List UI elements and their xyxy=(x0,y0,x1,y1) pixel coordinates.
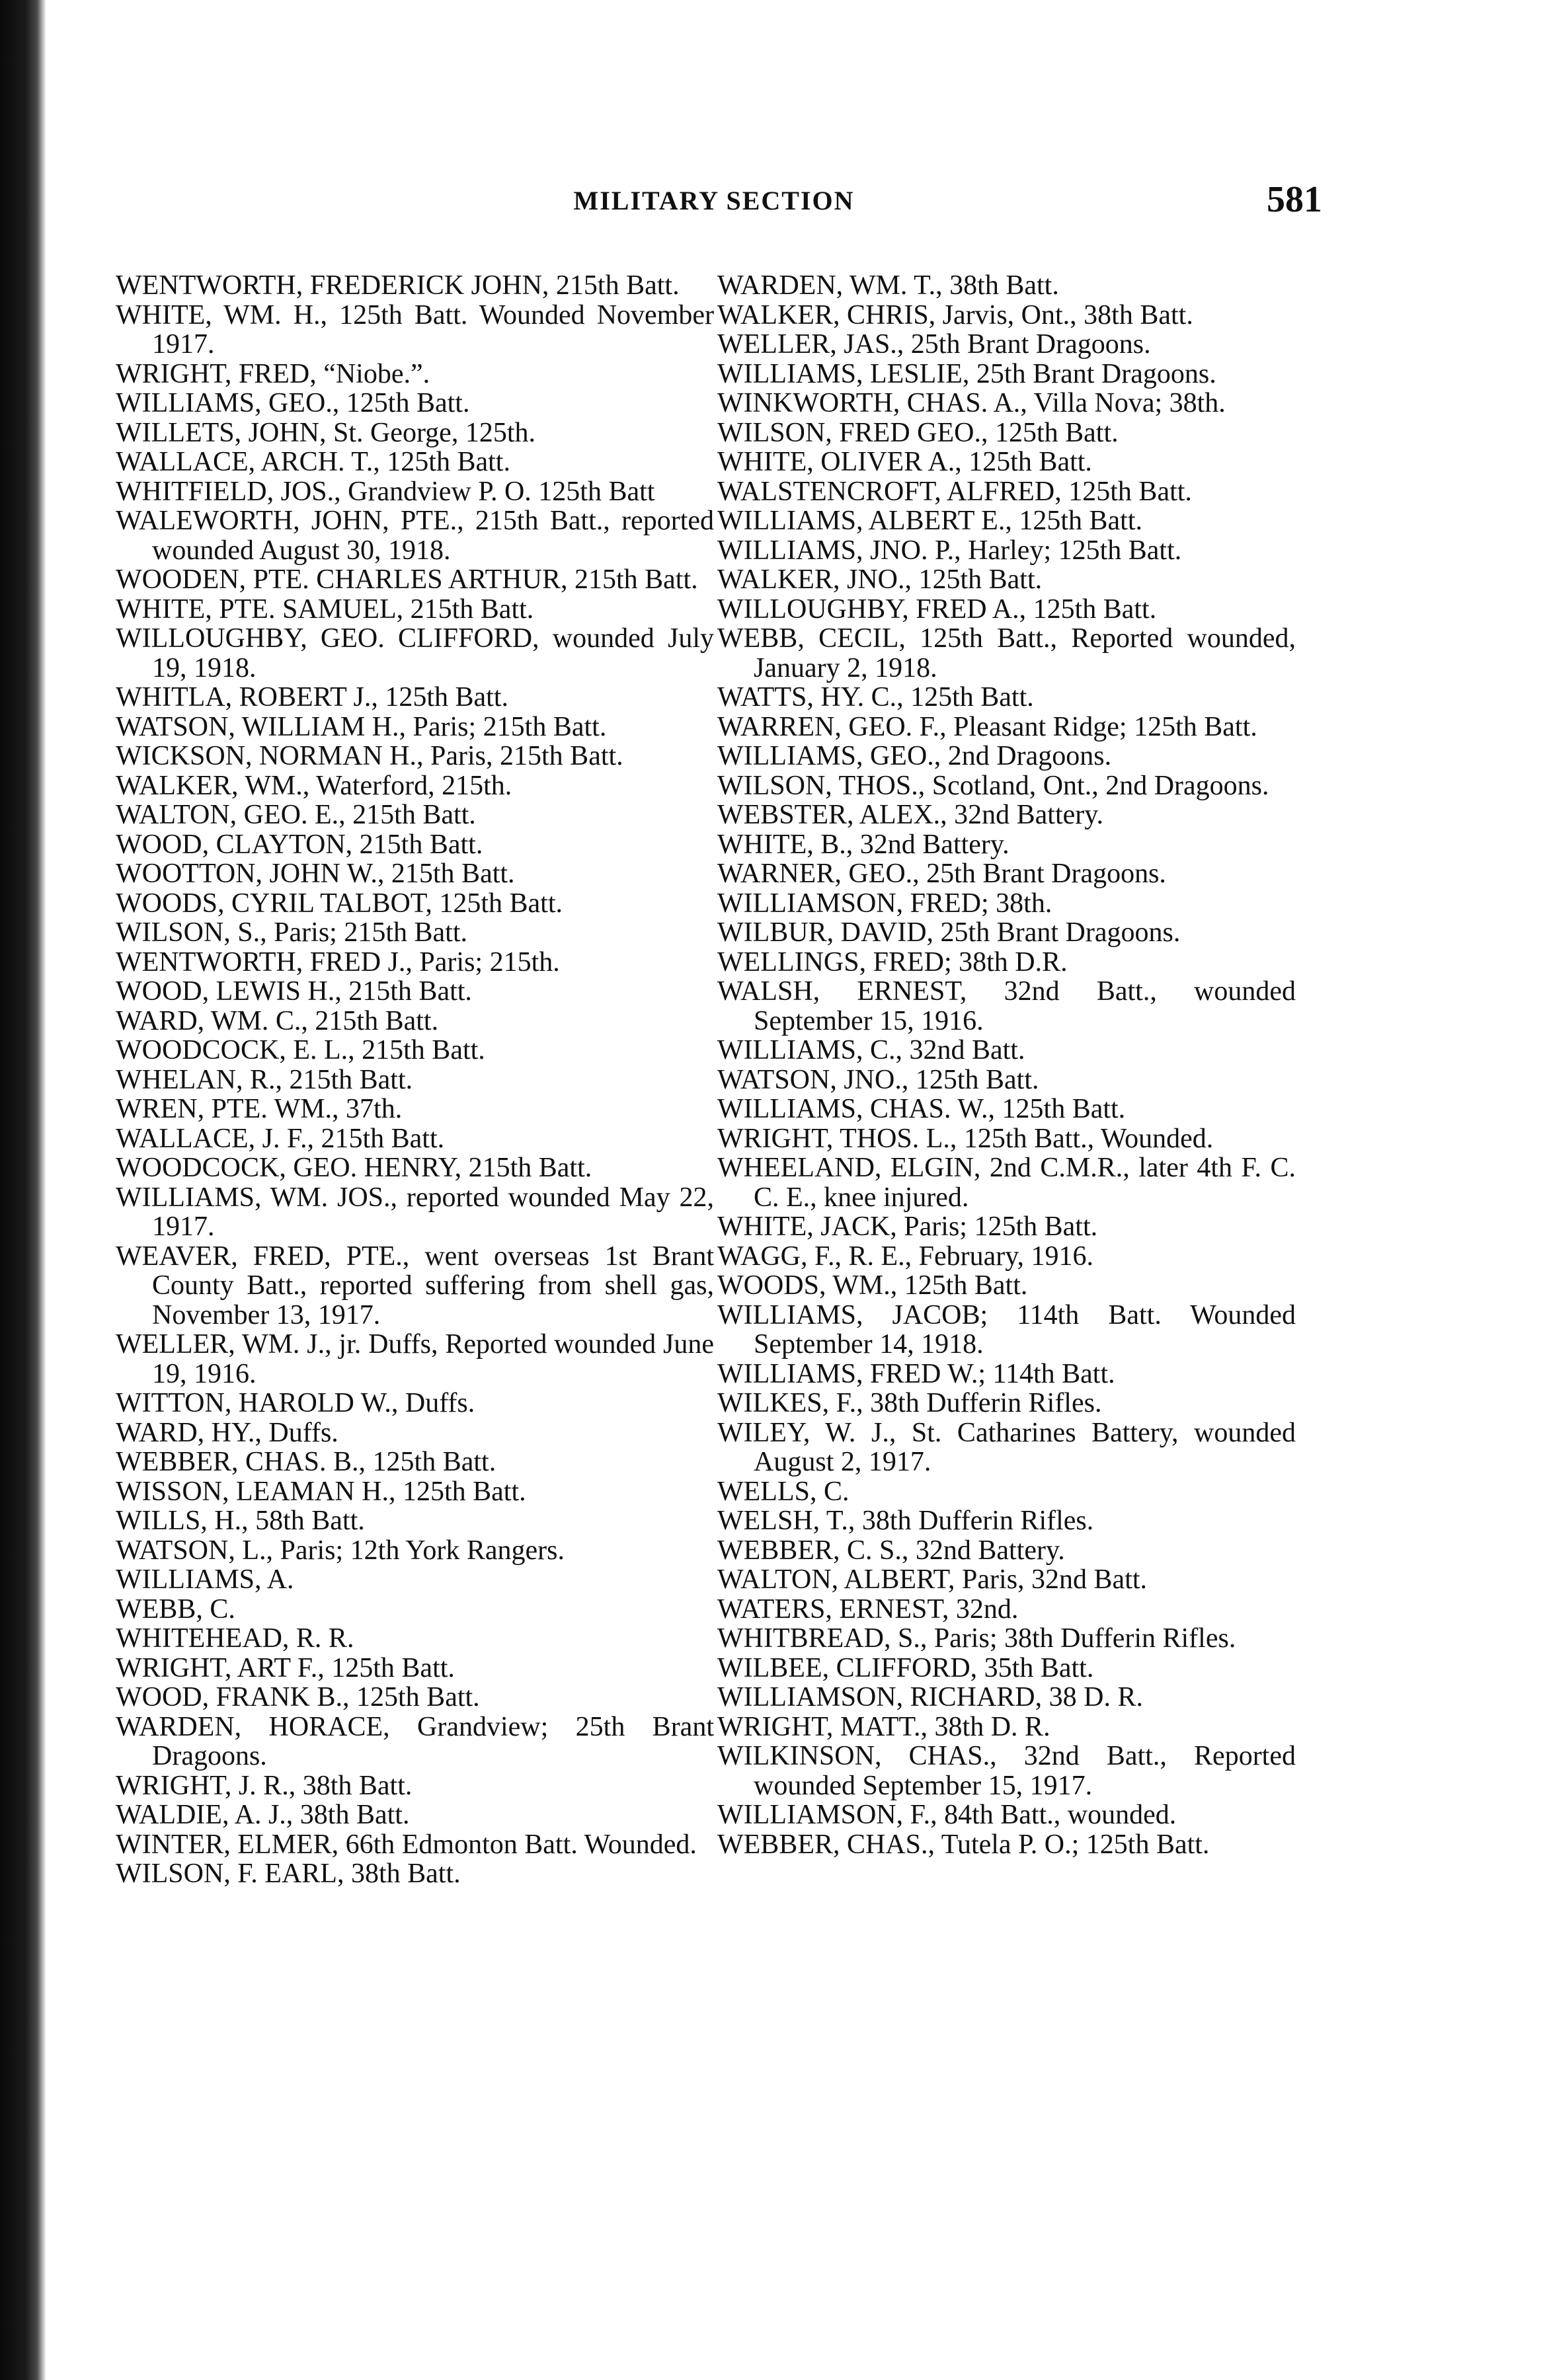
roster-entry: WEBBER, CHAS., Tutela P. O.; 125th Batt. xyxy=(717,1829,1210,1860)
roster-entry: WILLETS, JOHN, St. George, 125th. xyxy=(116,417,535,448)
roster-entry: WOODS, WM., 125th Batt. xyxy=(717,1270,1028,1301)
roster-entry: WILLIAMS, FRED W.; 114th Batt. xyxy=(717,1358,1115,1389)
roster-entry: WINKWORTH, CHAS. A., Villa Nova; 38th. xyxy=(717,388,1226,418)
roster-entry: WARREN, GEO. F., Pleasant Ridge; 125th Batt. xyxy=(717,711,1257,742)
roster-entry: WHITE, B., 32nd Battery. xyxy=(717,829,1009,860)
roster-entry: WALTON, ALBERT, Paris, 32nd Batt. xyxy=(717,1564,1148,1595)
roster-entry: WOODEN, PTE. CHARLES ARTHUR, 215th Batt. xyxy=(116,564,698,595)
roster-entry: WHITE, WM. H., 125th Batt. Wounded November 1917. xyxy=(116,299,714,360)
roster-entry: WILLIAMS, CHAS. W., 125th Batt. xyxy=(717,1094,1126,1124)
page-binding-edge xyxy=(0,0,46,2380)
roster-entry: WEBB, CECIL, 125th Batt., Reported wounded, January 2, 1918. xyxy=(717,623,1296,683)
roster-entry: WARDEN, WM. T., 38th Batt. xyxy=(717,270,1059,301)
roster-entry: WEBBER, CHAS. B., 125th Batt. xyxy=(116,1447,496,1477)
roster-entry: WILLS, H., 58th Batt. xyxy=(116,1506,365,1536)
section-title: MILITARY SECTION xyxy=(573,186,855,215)
roster-entry: WARDEN, HORACE, Grandview; 25th Brant Dragoons. xyxy=(116,1711,714,1771)
roster-entry: WALKER, CHRIS, Jarvis, Ont., 38th Batt. xyxy=(717,299,1193,330)
roster-entry: WILLIAMS, GEO., 125th Batt. xyxy=(116,388,470,418)
roster-entry: WELSH, T., 38th Dufferin Rifles. xyxy=(717,1506,1094,1536)
roster-entry: WALKER, WM., Waterford, 215th. xyxy=(116,770,512,801)
roster-entry: WILSON, F. EARL, 38th Batt. xyxy=(116,1859,461,1889)
roster-entry: WILLIAMS, JNO. P., Harley; 125th Batt. xyxy=(717,535,1182,566)
roster-entry: WALDIE, A. J., 38th Batt. xyxy=(116,1800,410,1830)
roster-entry: WILLIAMS, GEO., 2nd Dragoons. xyxy=(717,741,1112,771)
roster-entry: WOOD, LEWIS H., 215th Batt. xyxy=(116,976,472,1007)
roster-entry: WARD, HY., Duffs. xyxy=(116,1417,338,1448)
roster-entry: WITTON, HAROLD W., Duffs. xyxy=(116,1388,475,1418)
roster-entry: WOODCOCK, GEO. HENRY, 215th Batt. xyxy=(116,1153,592,1183)
roster-entry: WILSON, FRED GEO., 125th Batt. xyxy=(717,417,1119,448)
roster-entry: WALEWORTH, JOHN, PTE., 215th Batt., reported wounded August 30, 1918. xyxy=(116,506,714,566)
roster-entry: WALLACE, ARCH. T., 125th Batt. xyxy=(116,447,510,477)
roster-entry: WICKSON, NORMAN H., Paris, 215th Batt. xyxy=(116,741,623,771)
right-column xyxy=(717,271,1296,1859)
roster-entry: WILLIAMSON, RICHARD, 38 D. R. xyxy=(717,1682,1143,1712)
roster-entry: WATSON, JNO., 125th Batt. xyxy=(717,1064,1039,1095)
roster-entry: WOODS, CYRIL TALBOT, 125th Batt. xyxy=(116,888,563,919)
roster-entry: WAGG, F., R. E., February, 1916. xyxy=(717,1241,1094,1272)
page-header xyxy=(0,178,1543,231)
roster-entry: WATSON, WILLIAM H., Paris; 215th Batt. xyxy=(116,711,607,742)
roster-entry: WHITE, JACK, Paris; 125th Batt. xyxy=(717,1211,1098,1242)
roster-entry: WHITE, PTE. SAMUEL, 215th Batt. xyxy=(116,594,534,625)
roster-entry: WELLER, JAS., 25th Brant Dragoons. xyxy=(717,329,1151,360)
roster-entry: WHEELAND, ELGIN, 2nd C.M.R., later 4th F. C. C. E., knee injured. xyxy=(717,1153,1296,1213)
roster-entry: WARD, WM. C., 215th Batt. xyxy=(116,1005,439,1036)
left-column xyxy=(116,271,714,1889)
roster-entry: WATERS, ERNEST, 32nd. xyxy=(717,1593,1019,1625)
roster-entry: WREN, PTE. WM., 37th. xyxy=(116,1094,403,1124)
roster-entry: WILEY, W. J., St. Catharines Battery, wounded August 2, 1917. xyxy=(717,1417,1296,1477)
roster-entry: WEAVER, FRED, PTE., went overseas 1st Brant County Batt., reported suffering from shell gas, November 13, 1917. xyxy=(116,1241,714,1330)
roster-entry: WALTON, GEO. E., 215th Batt. xyxy=(116,800,476,830)
roster-entry: WALLACE, J. F., 215th Batt. xyxy=(116,1123,445,1154)
page-number: 581 xyxy=(1267,179,1322,220)
roster-entry: WINTER, ELMER, 66th Edmonton Batt. Wounded. xyxy=(116,1829,697,1860)
roster-entry: WALSTENCROFT, ALFRED, 125th Batt. xyxy=(717,476,1192,507)
roster-entry: WISSON, LEAMAN H., 125th Batt. xyxy=(116,1476,526,1507)
roster-entry: WHITEHEAD, R. R. xyxy=(116,1623,354,1654)
roster-entry: WATTS, HY. C., 125th Batt. xyxy=(717,682,1034,712)
roster-entry: WEBBER, C. S., 32nd Battery. xyxy=(717,1535,1065,1566)
roster-entry: WILLIAMS, ALBERT E., 125th Batt. xyxy=(717,506,1143,536)
roster-entry: WILLIAMSON, F., 84th Batt., wounded. xyxy=(717,1800,1177,1830)
roster-entry: WILBUR, DAVID, 25th Brant Dragoons. xyxy=(717,917,1181,948)
roster-entry: WELLINGS, FRED; 38th D.R. xyxy=(717,946,1068,978)
roster-entry: WENTWORTH, FRED J., Paris; 215th. xyxy=(116,946,560,978)
roster-entry: WHELAN, R., 215th Batt. xyxy=(116,1064,413,1095)
roster-entry: WALSH, ERNEST, 32nd Batt., wounded September 15, 1916. xyxy=(717,976,1296,1036)
roster-entry: WRIGHT, J. R., 38th Batt. xyxy=(116,1770,413,1801)
roster-entry: WILLIAMS, JACOB; 114th Batt. Wounded September 14, 1918. xyxy=(717,1299,1296,1360)
roster-entry: WILKINSON, CHAS., 32nd Batt., Reported wounded September 15, 1917. xyxy=(717,1741,1296,1801)
roster-entry: WILLIAMS, WM. JOS., reported wounded May 22, 1917. xyxy=(116,1182,714,1242)
roster-entry: WHITLA, ROBERT J., 125th Batt. xyxy=(116,682,509,712)
roster-entry: WILKES, F., 38th Dufferin Rifles. xyxy=(717,1388,1102,1418)
roster-entry: WARNER, GEO., 25th Brant Dragoons. xyxy=(717,859,1166,889)
roster-entry: WHITE, OLIVER A., 125th Batt. xyxy=(717,447,1092,477)
roster-entry: WOOD, FRANK B., 125th Batt. xyxy=(116,1682,480,1712)
roster-entry: WILLOUGHBY, GEO. CLIFFORD, wounded July 19, 1918. xyxy=(116,623,714,683)
roster-entry: WELLS, C. xyxy=(717,1476,850,1507)
roster-entry: WILSON, S., Paris; 215th Batt. xyxy=(116,917,467,948)
roster-entry: WRIGHT, MATT., 38th D. R. xyxy=(717,1711,1050,1742)
roster-entry: WOODCOCK, E. L., 215th Batt. xyxy=(116,1035,485,1065)
roster-entry: WENTWORTH, FREDERICK JOHN, 215th Batt. xyxy=(116,270,680,301)
roster-entry: WRIGHT, ART F., 125th Batt. xyxy=(116,1652,455,1683)
roster-entry: WILLIAMS, A. xyxy=(116,1564,294,1595)
roster-entry: WILBEE, CLIFFORD, 35th Batt. xyxy=(717,1652,1094,1683)
roster-entry: WHITBREAD, S., Paris; 38th Dufferin Rifles. xyxy=(717,1623,1236,1654)
roster-entry: WEBB, C. xyxy=(116,1593,235,1625)
roster-entry: WATSON, L., Paris; 12th York Rangers. xyxy=(116,1535,565,1566)
roster-entry: WHITFIELD, JOS., Grandview P. O. 125th Batt xyxy=(116,476,655,507)
roster-entry: WILLIAMS, C., 32nd Batt. xyxy=(717,1035,1025,1065)
roster-entry: WILLIAMS, LESLIE, 25th Brant Dragoons. xyxy=(717,358,1216,389)
roster-entry: WILLIAMSON, FRED; 38th. xyxy=(717,888,1052,919)
roster-entry: WEBSTER, ALEX., 32nd Battery. xyxy=(717,800,1104,830)
roster-entry: WILLOUGHBY, FRED A., 125th Batt. xyxy=(717,594,1157,625)
roster-entry: WRIGHT, FRED, “Niobe.”. xyxy=(116,358,430,389)
roster-entry: WRIGHT, THOS. L., 125th Batt., Wounded. xyxy=(717,1123,1214,1154)
roster-entry: WELLER, WM. J., jr. Duffs, Reported wounded June 19, 1916. xyxy=(116,1329,714,1389)
roster-entry: WALKER, JNO., 125th Batt. xyxy=(717,564,1043,595)
roster-entry: WOOD, CLAYTON, 215th Batt. xyxy=(116,829,483,860)
roster-entry: WOOTTON, JOHN W., 215th Batt. xyxy=(116,859,515,889)
roster-entry: WILSON, THOS., Scotland, Ont., 2nd Dragoons. xyxy=(717,770,1269,801)
